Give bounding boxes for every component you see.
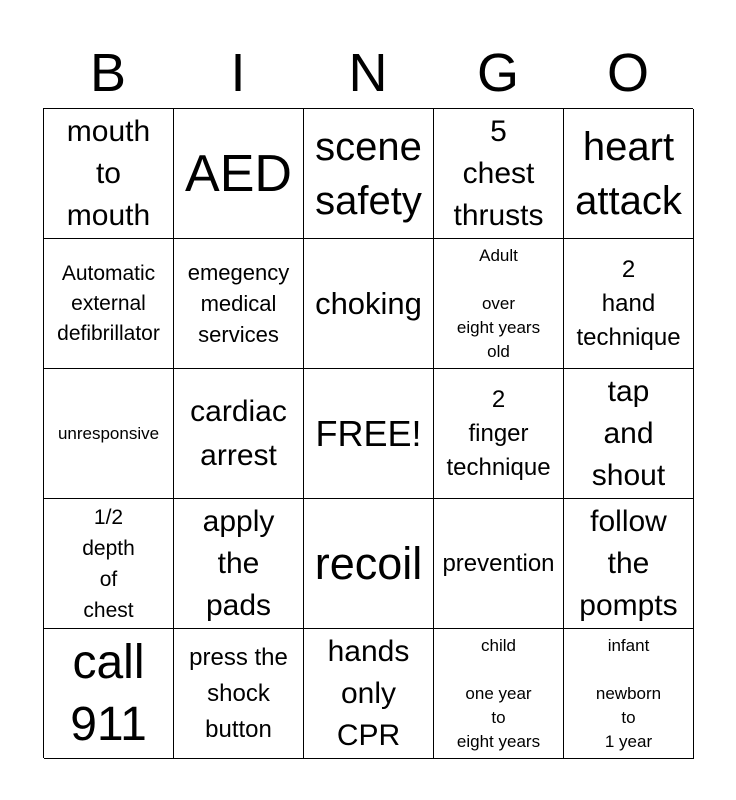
bingo-cell[interactable]: mouth to mouth <box>44 109 174 239</box>
free-space[interactable]: FREE! <box>304 369 434 499</box>
bingo-grid <box>43 108 693 758</box>
bingo-cell[interactable]: child one year to eight years <box>434 629 564 759</box>
bingo-cell[interactable]: scene safety <box>304 109 434 239</box>
bingo-cell[interactable]: 1/2 depth of chest <box>44 499 174 629</box>
bingo-cell[interactable]: recoil <box>304 499 434 629</box>
bingo-cell[interactable]: apply the pads <box>174 499 304 629</box>
bingo-cell[interactable]: 2 finger technique <box>434 369 564 499</box>
bingo-cell[interactable]: cardiac arrest <box>174 369 304 499</box>
bingo-cell[interactable]: follow the pompts <box>564 499 694 629</box>
header-letter-b: B <box>89 43 127 103</box>
bingo-cell[interactable]: 5 chest thrusts <box>434 109 564 239</box>
header-letter-i: I <box>230 43 246 103</box>
bingo-cell[interactable]: 2 hand technique <box>564 239 694 369</box>
bingo-cell[interactable]: AED <box>174 109 304 239</box>
bingo-cell[interactable]: call 911 <box>44 629 174 759</box>
bingo-cell[interactable]: Adult over eight years old <box>434 239 564 369</box>
bingo-header <box>43 42 693 104</box>
header-letter-n: N <box>348 43 388 103</box>
bingo-cell[interactable]: tap and shout <box>564 369 694 499</box>
bingo-cell[interactable]: hands only CPR <box>304 629 434 759</box>
bingo-cell[interactable]: unresponsive <box>44 369 174 499</box>
bingo-cell[interactable]: heart attack <box>564 109 694 239</box>
header-letter-o: O <box>606 43 649 103</box>
header-letter-g: G <box>476 43 519 103</box>
bingo-cell[interactable]: prevention <box>434 499 564 629</box>
bingo-cell[interactable]: choking <box>304 239 434 369</box>
bingo-cell[interactable]: Automatic external defibrillator <box>44 239 174 369</box>
bingo-cell[interactable]: emegency medical services <box>174 239 304 369</box>
bingo-cell[interactable]: press the shock button <box>174 629 304 759</box>
bingo-cell[interactable]: infant newborn to 1 year <box>564 629 694 759</box>
